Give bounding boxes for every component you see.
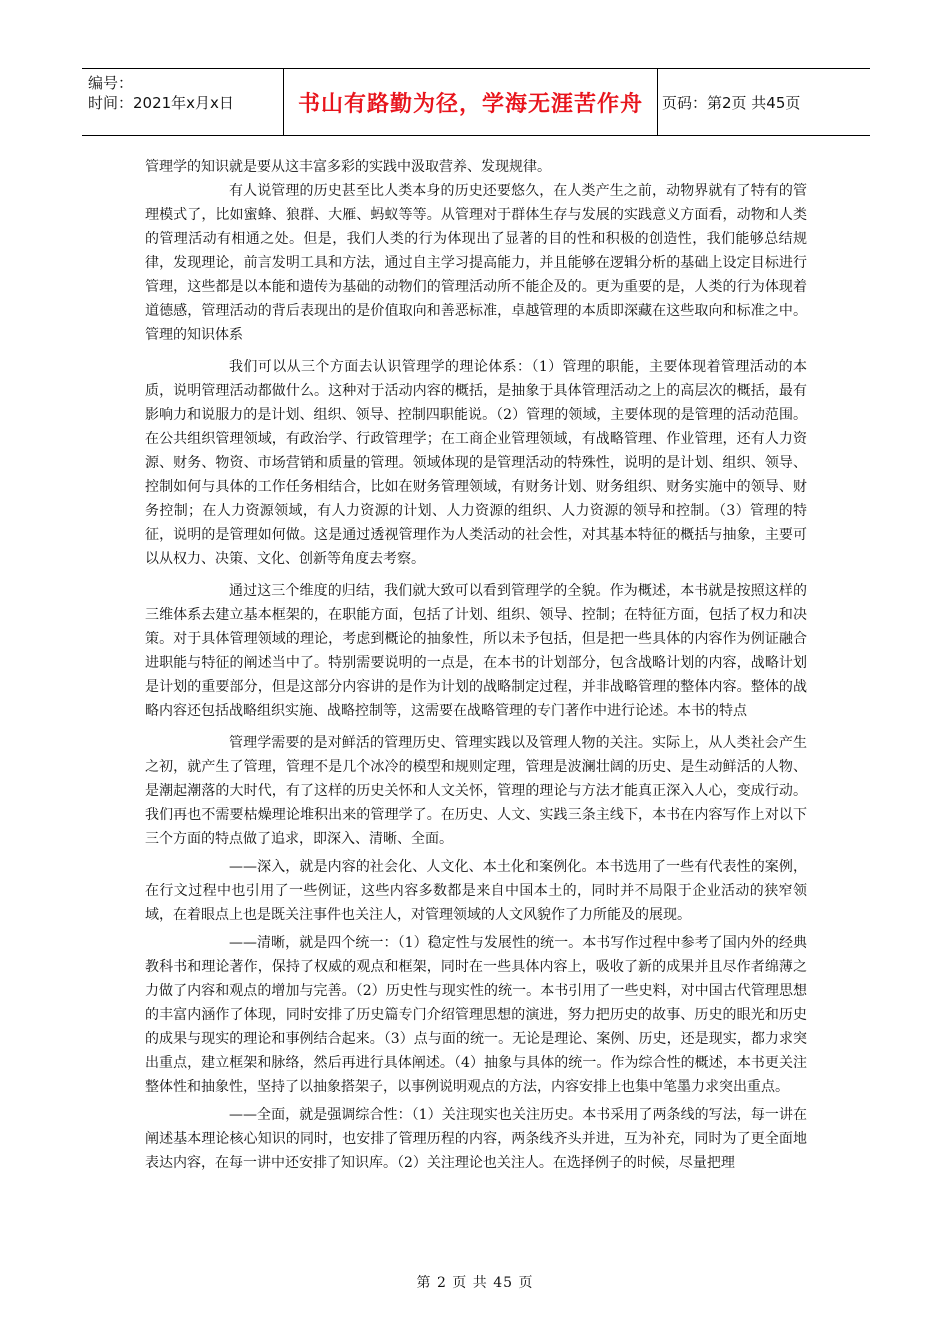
document-body (145, 155, 807, 1175)
paragraph-3: 我们可以从三个方面去认识管理学的理论体系：（1）管理的职能，主要体现着管理活动的本质，说明管理活动都做什么。这种对于活动内容的概括，是抽象于具体管理活动之上的高层次的概括，最有影响力和说服力的是计划、组织、领导、控制四职能说。（2）管理的领域，主要体现的是管理的活动范围。在公共组织管理领域，有政治学、行政管理学；在工商企业管理领域，有战略管理、作业管理，还有人力资源、财务、物资、市场营销和质量的管理。领域体现的是管理活动的特殊性，说明的是计划、组织、领导、控制如何与具体的工作任务相结合，比如在财务管理领域，有财务计划、财务组织、财务实施中的领导、财务控制；在人力资源领域，有人力资源的计划、人力资源的组织、人力资源的领导和控制。（3）管理的特征，说明的是管理如何做。这是通过透视管理作为人类活动的社会性，对其基本特征的概括与抽象，主要可以从权力、决策、文化、创新等角度去考察。 (145, 359, 807, 567)
header-page-info: 页码：第2页 共45页 (662, 93, 801, 112)
header-motto: 书山有路勤为径，学海无涯苦作舟 (284, 69, 658, 135)
page-header (82, 68, 870, 136)
header-meta (82, 69, 284, 135)
document-number: 编号： (88, 74, 134, 92)
paragraph-6: ——深入，就是内容的社会化、人文化、本土化和案例化。本书选用了一些有代表性的案例，在行文过程中也引用了一些例证，这些内容多数都是来自中国本土的，同时并不局限于企业活动的狭窄领域，在着眼点上也是既关注事件也关注人，对管理领域的人文风貌作了力所能及的展现。 (145, 859, 807, 923)
page-footer: 第 2 页 共 45 页 (416, 1275, 534, 1291)
paragraph-7: ——清晰，就是四个统一：（1）稳定性与发展性的统一。本书写作过程中参考了国内外的经典教科书和理论著作，保持了权威的观点和框架，同时在一些具体内容上，吸收了新的成果并且尽作者绵薄之力做了内容和观点的增加与完善。（2）历史性与现实性的统一。本书引用了一些史料，对中国古代管理思想的丰富内涵作了体现，同时安排了历史篇专门介绍管理思想的演进，努力把历史的故事、历史的眼光和历史的成果与现实的理论和事例结合起来。（3）点与面的统一。无论是理论、案例、历史，还是现实，都力求突出重点，建立框架和脉络，然后再进行具体阐述。（4）抽象与具体的统一。作为综合性的概述，本书更关注整体性和抽象性，坚持了以抽象搭架子，以事例说明观点的方法，内容安排上也集中笔墨力求突出重点。 (145, 935, 807, 1095)
paragraph-5: 管理学需要的是对鲜活的管理历史、管理实践以及管理人物的关注。实际上，从人类社会产生之初，就产生了管理，管理不是几个冰冷的模型和规则定理，管理是波澜壮阔的历史、是生动鲜活的人物、是潮起潮落的大时代，有了这样的历史关怀和人文关怀，管理的理论与方法才能真正深入人心，变成行动。我们再也不需要枯燥理论堆积出来的管理学了。在历史、人文、实践三条主线下，本书在内容写作上对以下三个方面的特点做了追求，即深入、清晰、全面。 (145, 735, 807, 847)
paragraph-4: 通过这三个维度的归结，我们就大致可以看到管理学的全貌。作为概述，本书就是按照这样的三维体系去建立基本框架的，在职能方面，包括了计划、组织、领导、控制；在特征方面，包括了权力和决策。对于具体管理领域的理论，考虑到概论的抽象性，所以未予包括，但是把一些具体的内容作为例证融合进职能与特征的阐述当中了。特别需要说明的一点是，在本书的计划部分，包含战略计划的内容，战略计划是计划的重要部分，但是这部分内容讲的是作为计划的战略制定过程，并非战略管理的整体内容。整体的战略内容还包括战略组织实施、战略控制等，这需要在战略管理的专门著作中进行论述。本书的特点 (145, 583, 807, 719)
paragraph-8: ——全面，就是强调综合性：（1）关注现实也关注历史。本书采用了两条线的写法，每一讲在阐述基本理论核心知识的同时，也安排了管理历程的内容，两条线齐头并进，互为补充，同时为了更全面地表达内容，在每一讲中还安排了知识库。（2）关注理论也关注人。在选择例子的时候，尽量把理 (145, 1107, 807, 1171)
paragraph-2: 有人说管理的历史甚至比人类本身的历史还要悠久，在人类产生之前，动物界就有了特有的管理模式了，比如蜜蜂、狼群、大雁、蚂蚁等等。从管理对于群体生存与发展的实践意义方面看，动物和人类的管理活动有相通之处。但是，我们人类的行为体现出了显著的目的性和积极的创造性，我们能够总结规律，发现理论，前言发明工具和方法，通过自主学习提高能力，并且能够在逻辑分析的基础上设定目标进行管理，这些都是以本能和遗传为基础的动物们的管理活动所不能企及的。更为重要的是，人类的行为体现着道德感，管理活动的背后表现出的是价值取向和善恶标准，卓越管理的本质即深藏在这些取向和标准之中。管理的知识体系 (145, 183, 807, 343)
paragraph-1: 管理学的知识就是要从这丰富多彩的实践中汲取营养、发现规律。 (145, 159, 551, 175)
document-date: 时间：2021年x月x日 (88, 94, 234, 112)
